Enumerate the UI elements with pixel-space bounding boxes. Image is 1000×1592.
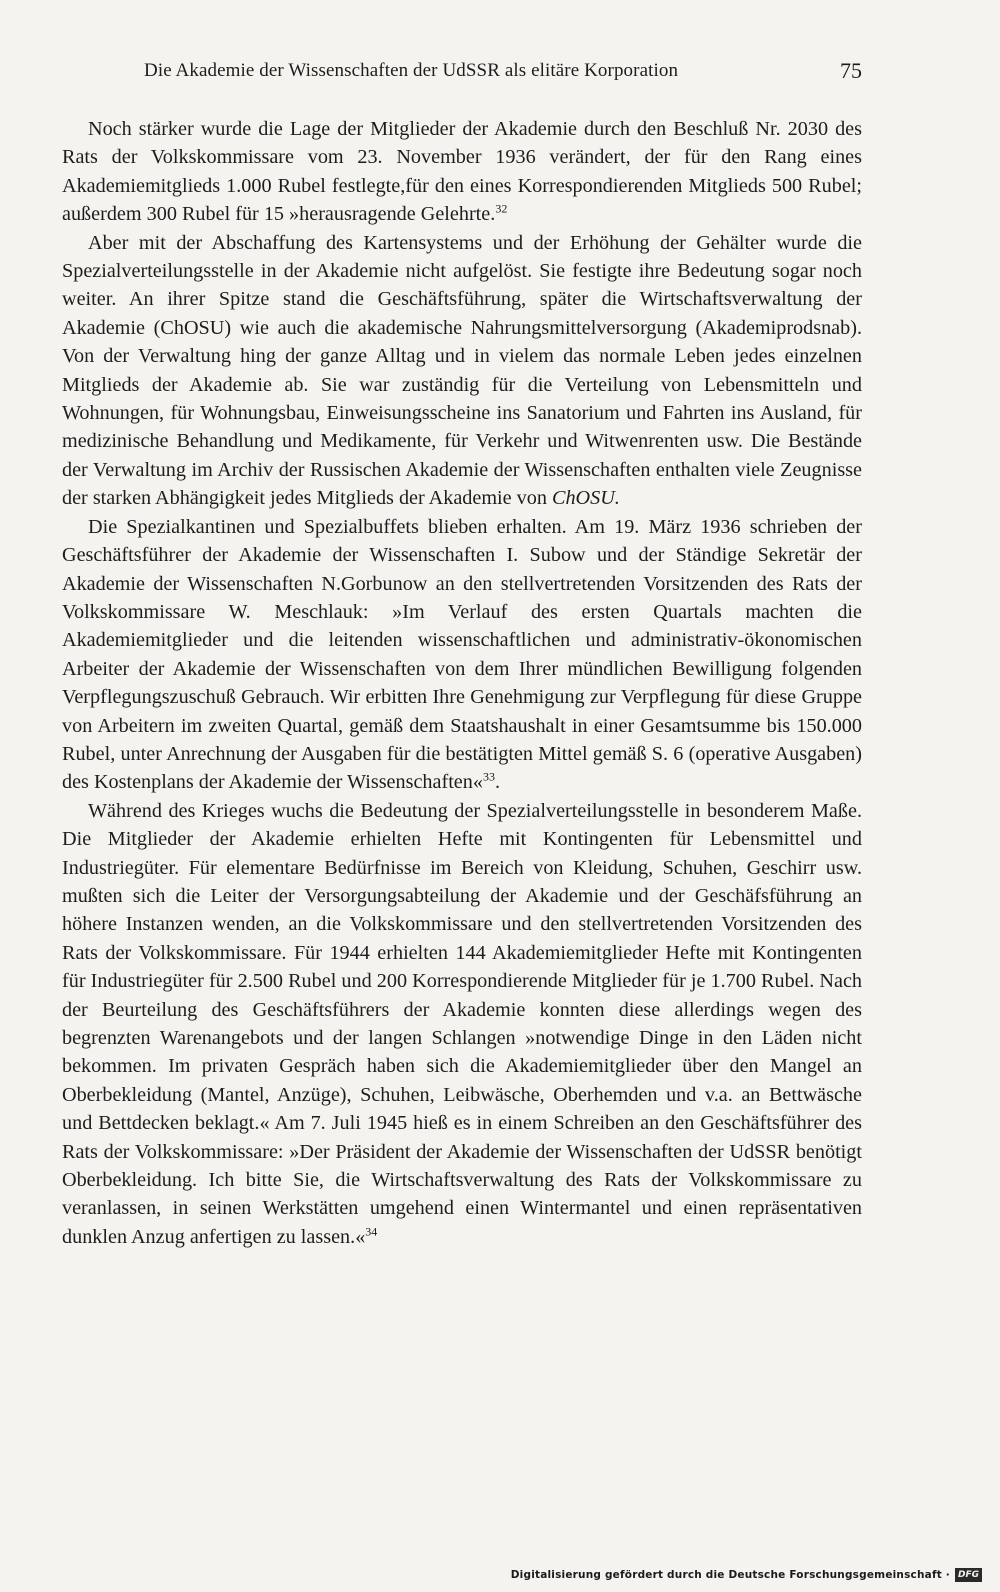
paragraph-2 [62, 229, 862, 513]
paragraph-3 [62, 513, 862, 797]
paragraph-4 [62, 797, 862, 1252]
paragraph-1-text: Noch stärker wurde die Lage der Mitglieder der Akademie durch den Beschluß Nr. 2030 des Rats der Volkskommissare vom 23. November 1936 verändert, der für den Rang eines Akademiemitglieds 1.000 Rubel festlegte,für den eines Korrespondierenden Mitglieds 500 Rubel; außerdem 300 Rubel für 15 »herausragende Gelehrte. [62, 118, 862, 226]
paragraph-1 [62, 115, 862, 229]
running-head [62, 60, 862, 90]
running-title: Die Akademie der Wissenschaften der UdSSR als elitäre Korporation [144, 60, 679, 81]
paragraph-2-italic: ChOSU. [552, 487, 620, 510]
dfg-logo: DFG [955, 1568, 982, 1582]
body-text [62, 115, 862, 1251]
footnote-ref-33: 33 [482, 769, 495, 784]
paragraph-2-text: Aber mit der Abschaffung des Kartensystems und der Erhöhung der Gehälter wurde die Spezialverteilungsstelle in der Akademie nicht aufgelöst. Sie festigte ihre Bedeutung sogar noch weiter. An ihrer Spitze stand die Geschäftsführung, später die Wirtschaftsverwaltung der Akademie (ChOSU) wie auch die akademische Nahrungsmittelversorgung (Akademiprodsnab). Von der Verwaltung hing der ganze Alltag und in vielem das normale Leben jedes einzelnen Mitglieds der Akademie ab. Sie war zuständig für die Verteilung von Lebensmitteln und Wohnungen, für Wohnungsbau, Einweisungsscheine ins Sanatorium und Fahrten ins Ausland, für medizinische Behandlung und Medikamente, für Verkehr und Witwenrenten usw. Die Bestände der Verwaltung im Archiv der Russischen Akademie der Wissenschaften enthalten viele Zeugnisse der starken Abhängigkeit jedes Mitglieds der Akademie von [62, 231, 862, 510]
footnote-ref-34: 34 [365, 1224, 378, 1239]
digitization-footer [511, 1566, 982, 1584]
footer-text: Digitalisierung gefördert durch die Deutsche Forschungsgemeinschaft · [510, 1569, 950, 1581]
page-number: 75 [840, 58, 862, 83]
paragraph-3-trailing: . [494, 771, 500, 794]
footnote-ref-32: 32 [495, 201, 508, 216]
paragraph-4-text: Während des Krieges wuchs die Bedeutung der Spezialverteilungsstelle in besonderem Maße. Die Mitglieder der Akademie erhielten Hefte mit Kontingenten für Lebensmittel und Industriegüter. Für elementare Bedürfnisse im Bereich von Kleidung, Schuhen, Geschirr usw. mußten sich die Leiter der Versorgungsabteilung der Akademie und der Geschäfsführung an höhere Instanzen wenden, an die Volkskommissare und den stellvertretenden Vorsitzenden des Rats der Volkskommissare. Für 1944 erhielten 144 Akademiemitglieder Hefte mit Kontingenten für Industriegüter für 2.500 Rubel und 200 Korrespondierende Mitglieder für je 1.700 Rubel. Nach der Beurteilung des Geschäftsführers der Akademie konnten diese allerdings wegen des begrenzten Warenangebots und der langen Schlangen »notwendige Dinge in den Läden nicht bekommen. Im privaten Gespräch haben sich die Akademiemitglieder über den Mangel an Oberbekleidung (Mantel, Anzüge), Schuhen, Leibwäsche, Oberhemden und v.a. an Bettwäsche und Bettdecken beklagt.« Am 7. Juli 1945 hieß es in einem Schreiben an den Geschäftsführer des Rats der Volkskommissare: »Der Präsident der Akademie der Wissenschaften der UdSSR benötigt Oberbekleidung. Ich bitte Sie, die Wirtschaftsverwaltung des Rats der Volkskommissare zu veranlassen, in seinen Werkstätten umgehend einen Wintermantel und einen repräsentativen dunklen Anzug anfertigen zu lassen.« [62, 799, 862, 1248]
paragraph-3-text: Die Spezialkantinen und Spezialbuffets blieben erhalten. Am 19. März 1936 schrieben der Geschäftsführer der Akademie der Wissenschaften I. Subow und der Ständige Sekretär der Akademie der Wissenschaften N.Gorbunow an den stellvertretenden Vorsitzenden des Rats der Volkskommissare W. Meschlauk: »Im Verlauf des ersten Quartals machten die Akademiemitglieder und die leitenden wissenschaftlichen und administrativ-ökonomischen Arbeiter der Akademie der Wissenschaften von dem Ihrer mündlichen Bewilligung folgenden Verpflegungszuschuß Gebrauch. Wir erbitten Ihre Genehmigung zur Verpflegung für diese Gruppe von Arbeitern im zweiten Quartal, gemäß dem Staatshaushalt in einer Gesamtsumme bis 150.000 Rubel, unter Anrechnung der Ausgaben für die bestätigten Mittel gemäß S. 6 (operative Ausgaben) des Kostenplans der Akademie der Wissenschaften« [62, 515, 862, 794]
